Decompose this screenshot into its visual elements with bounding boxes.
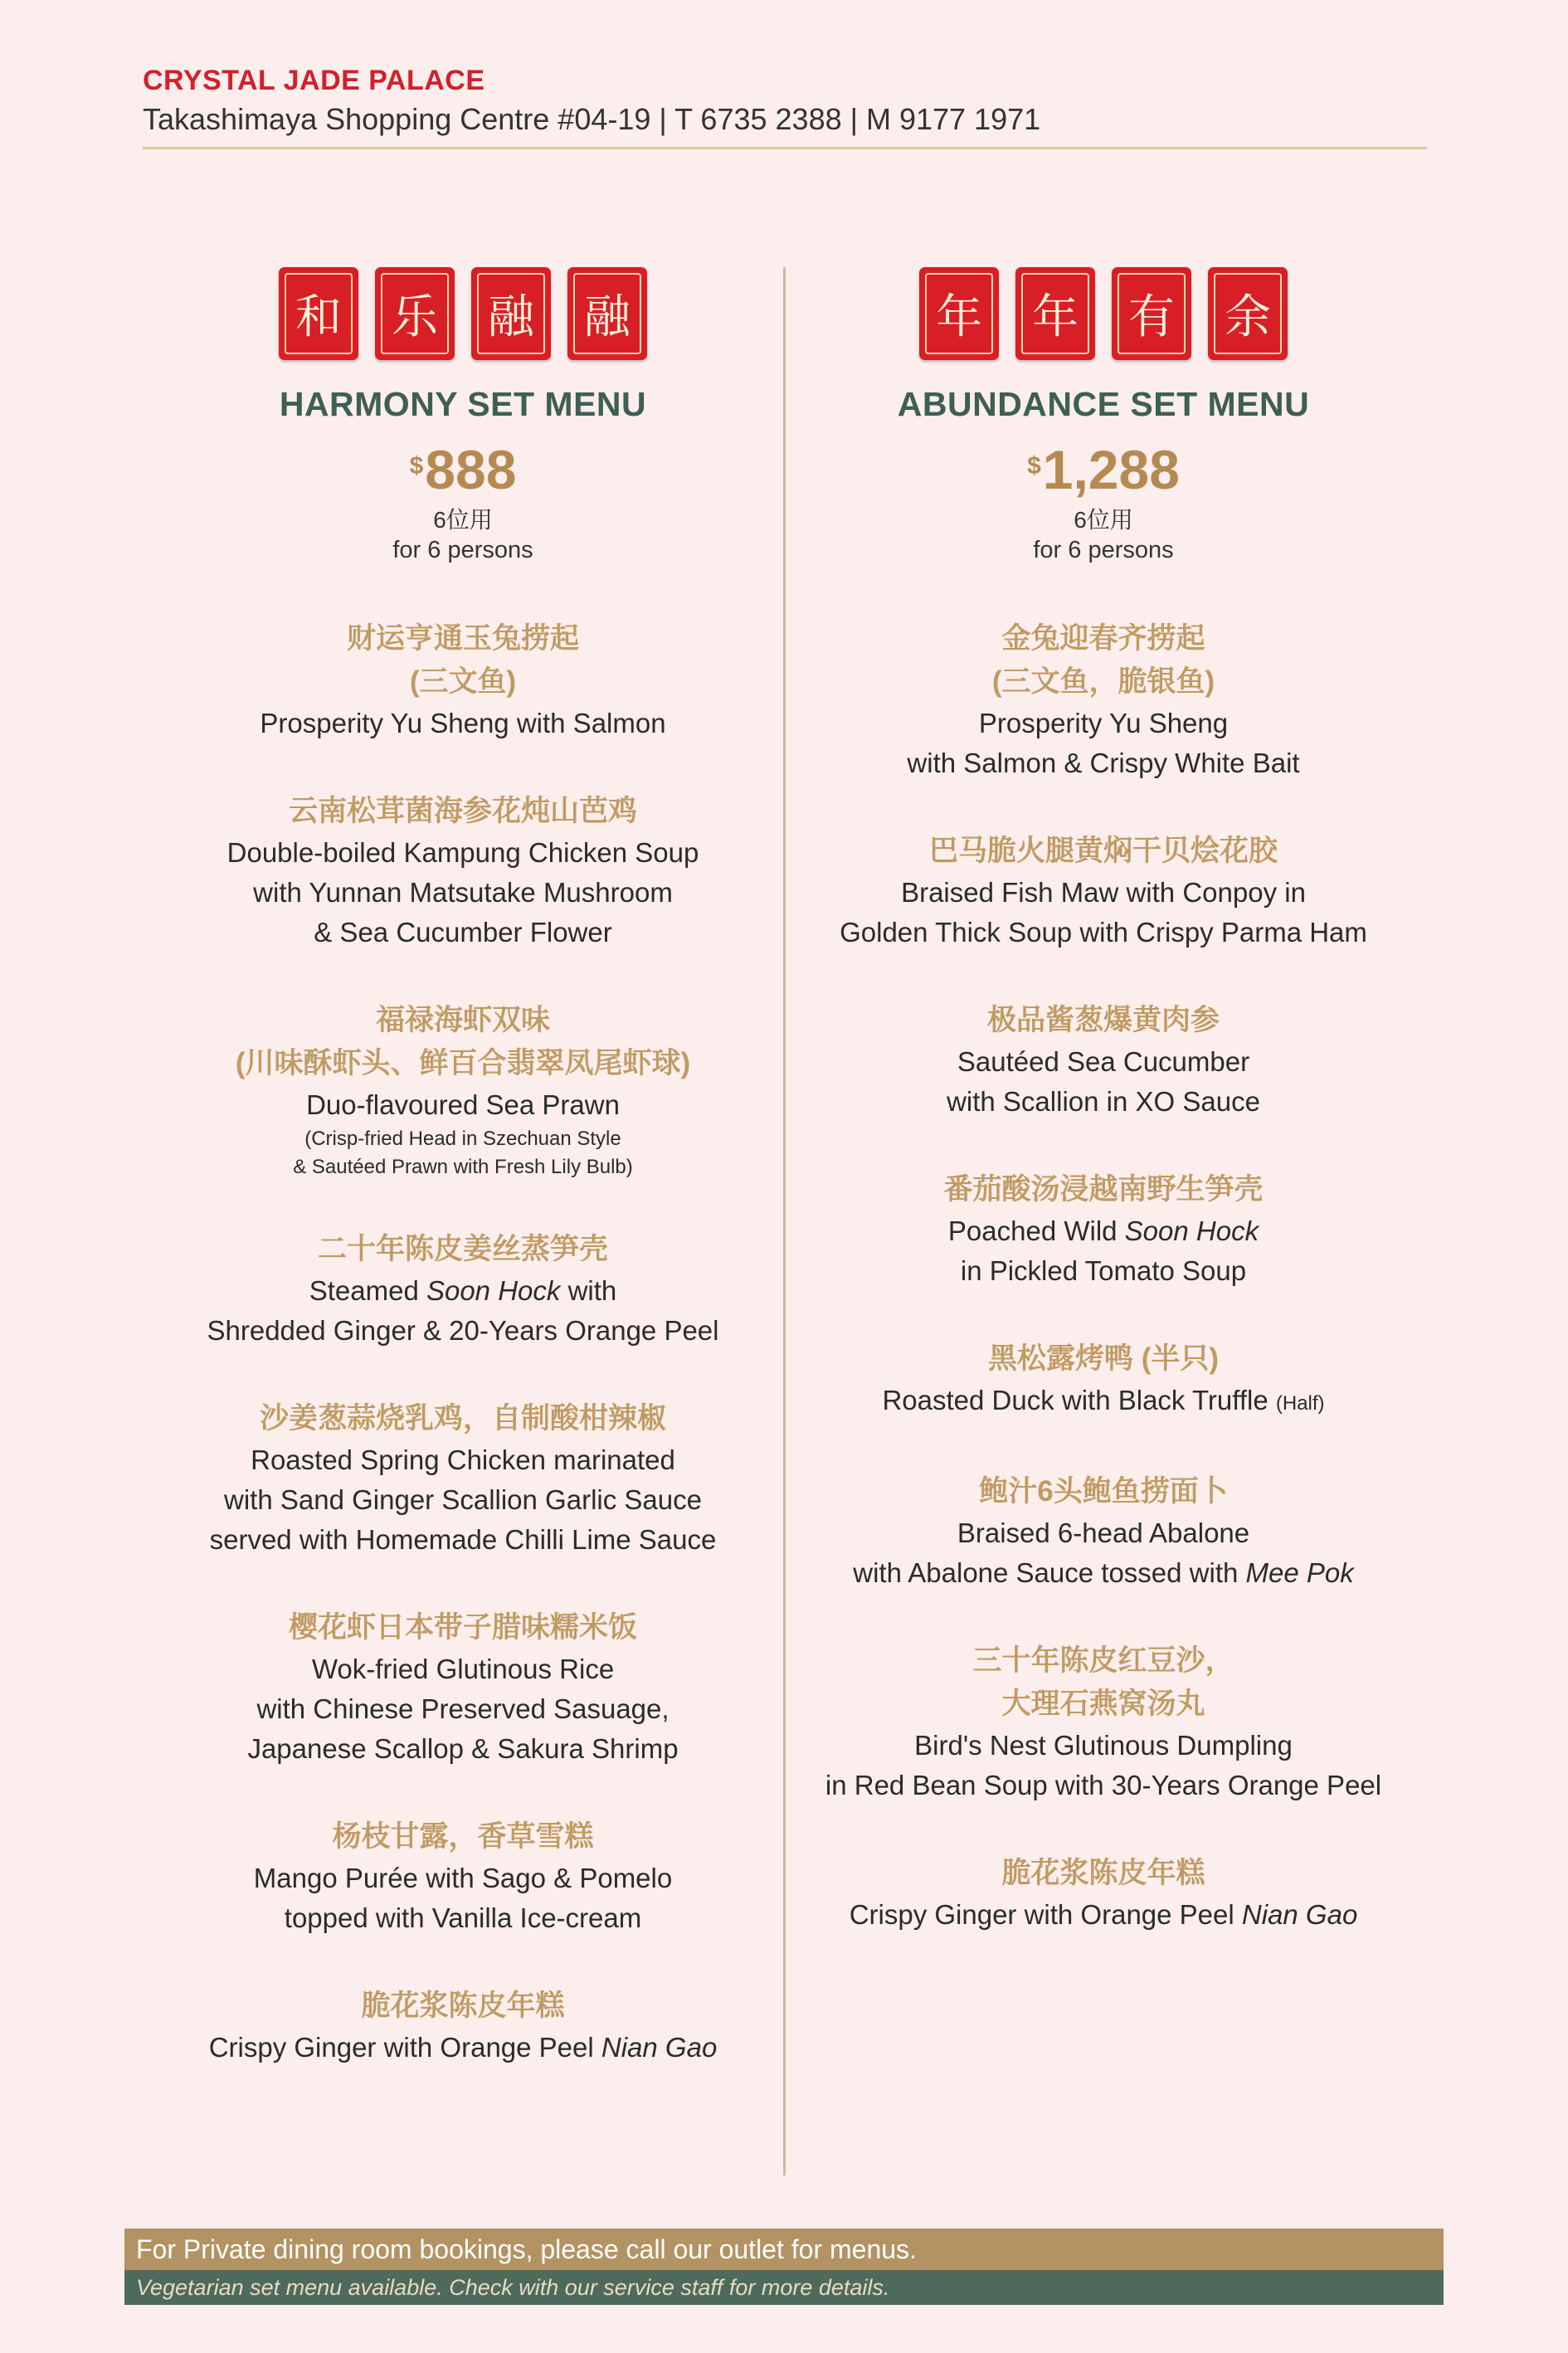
- char-tile: 乐: [375, 267, 455, 360]
- dish-item: 极品酱葱爆黄肉参 Sautéed Sea Cucumber with Scallion in XO Sauce: [947, 1004, 1260, 1117]
- set-title: ABUNDANCE SET MENU: [897, 385, 1310, 423]
- char-tile: 融: [567, 267, 647, 360]
- char-tile: 融: [471, 267, 551, 360]
- dish-item: 福禄海虾双味 (川味酥虾头、鲜百合翡翠凤尾虾球) Duo-flavoured Sea Prawn (Crisp-fried Head in Szechuan Style & Sautéed Prawn with Fresh Lily Bulb): [235, 1004, 691, 1178]
- set-title: HARMONY SET MENU: [279, 385, 647, 423]
- dish-item: 脆花浆陈皮年糕 Crispy Ginger with Orange Peel Nian Gao: [849, 1857, 1358, 1930]
- private-dining-notice: For Private dining room bookings, please call our outlet for menus.: [124, 2229, 1444, 2270]
- persons-en: for 6 persons: [392, 537, 533, 563]
- char-tile: 余: [1208, 267, 1288, 360]
- persons-cn: 6位用: [1074, 507, 1133, 533]
- dish-list: [780, 617, 1427, 1935]
- char-tile: 年: [919, 267, 999, 360]
- header: [143, 65, 1427, 137]
- restaurant-name: CRYSTAL JADE PALACE: [143, 65, 485, 96]
- char-tile: 有: [1112, 267, 1191, 360]
- header-divider: [143, 147, 1427, 149]
- dish-item: 脆花浆陈皮年糕 Crispy Ginger with Orange Peel Nian Gao: [208, 1990, 718, 2063]
- dish-item: 云南松茸菌海参花炖山芭鸡 Double-boiled Kampung Chicken Soup with Yunnan Matsutake Mushroom & Sea Cucumber Flower: [226, 795, 699, 948]
- dish-item: 黑松露烤鸭 (半只) Roasted Duck with Black Truffle (Half): [882, 1342, 1325, 1415]
- harmony-char-tiles: [139, 267, 786, 363]
- persons-en: for 6 persons: [1033, 537, 1174, 563]
- char-tile: 和: [279, 267, 358, 360]
- persons-cn: 6位用: [433, 507, 493, 533]
- vegetarian-notice: Vegetarian set menu available. Check with our service staff for more details.: [124, 2270, 1444, 2305]
- set-price: $1,288: [1027, 439, 1180, 500]
- dish-item: 番茄酸汤浸越南野生笋壳 Poached Wild Soon Hock in Pickled Tomato Soup: [943, 1173, 1264, 1286]
- char-tile: 年: [1015, 267, 1095, 360]
- dish-item: 樱花虾日本带子腊味糯米饭 Wok-fried Glutinous Rice with Chinese Preserved Sasuage, Japanese Scallop & Sakura Shrimp: [247, 1611, 679, 1764]
- harmony-set-menu: [139, 267, 786, 2114]
- dish-item: 沙姜葱蒜烧乳鸡，自制酸柑辣椒 Roasted Spring Chicken marinated with Sand Ginger Scallion Garlic Sauce served with Homemade Chilli Lime Sauce: [209, 1402, 717, 1555]
- abundance-set-menu: [780, 267, 1427, 1981]
- dish-item: 杨枝甘露，香草雪糕 Mango Purée with Sago & Pomelo topped with Vanilla Ice-cream: [253, 1820, 673, 1933]
- dish-item: 金兔迎春齐捞起 (三文鱼，脆银鱼) Prosperity Yu Sheng with Salmon & Crispy White Bait: [907, 622, 1300, 778]
- set-price: $888: [409, 439, 517, 500]
- abundance-char-tiles: [780, 267, 1427, 363]
- dish-item: 财运亨通玉兔捞起 (三文鱼) Prosperity Yu Sheng with Salmon: [260, 622, 666, 738]
- restaurant-address: Takashimaya Shopping Centre #04-19 | T 6735 2388 | M 9177 1971: [143, 102, 1041, 136]
- dish-item: 巴马脆火腿黄焖干贝烩花胶 Braised Fish Maw with Conpoy in Golden Thick Soup with Crispy Parma Ham: [840, 835, 1367, 948]
- dish-list: [139, 617, 786, 2068]
- dish-item: 三十年陈皮红豆沙， 大理石燕窝汤丸 Bird's Nest Glutinous Dumpling in Red Bean Soup with 30-Years Orange Peel: [825, 1644, 1382, 1800]
- dish-item: 二十年陈皮姜丝蒸笋壳 Steamed Soon Hock with Shredded Ginger & 20-Years Orange Peel: [207, 1233, 719, 1346]
- dish-item: 鲍汁6头鲍鱼捞面卜 Braised 6-head Abalone with Abalone Sauce tossed with Mee Pok: [853, 1475, 1354, 1588]
